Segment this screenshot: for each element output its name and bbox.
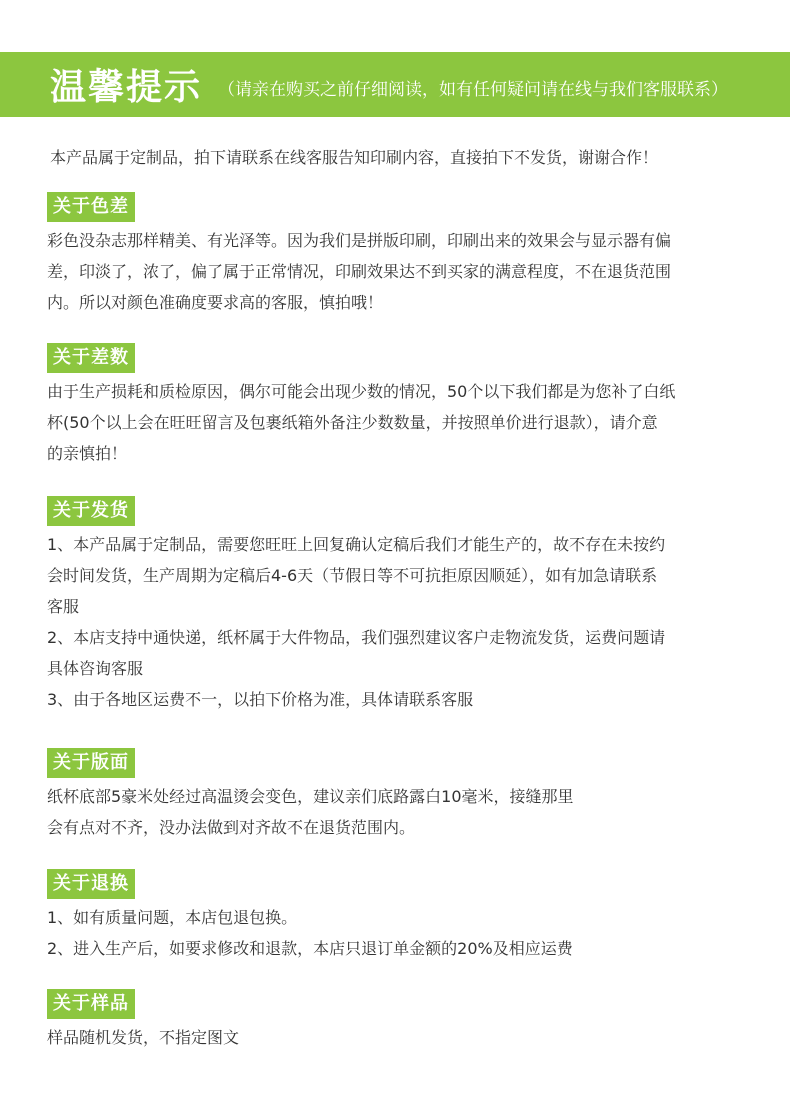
section-samples	[47, 989, 747, 1053]
body-line: 差，印淡了，浓了，偏了属于正常情况，印刷效果达不到买家的满意程度，不在退货范围	[47, 262, 672, 281]
body-line: 纸杯底部5豪米处经过高温烫会变色，建议亲们底路露白10毫米，接缝那里	[47, 787, 574, 806]
body-line: 内。所以对颜色准确度要求高的客服，慎拍哦！	[47, 293, 384, 312]
section-returns	[47, 869, 747, 964]
section-body	[47, 225, 747, 318]
body-line: 由于生产损耗和质检原因，偶尔可能会出现少数的情况，50个以下我们都是为您补了白纸	[47, 382, 676, 401]
section-body	[47, 781, 747, 843]
body-line: 客服	[47, 597, 80, 616]
body-line: 彩色没杂志那样精美、有光泽等。因为我们是拼版印刷，印刷出来的效果会与显示器有偏	[47, 231, 672, 250]
section-body	[47, 376, 747, 469]
body-line: 会有点对不齐，没办法做到对齐故不在退货范围内。	[47, 818, 416, 837]
body-line: 2、进入生产后，如要求修改和退款，本店只退订单金额的20%及相应运费	[47, 939, 573, 958]
body-line: 2、本店支持中通快递，纸杯属于大件物品，我们强烈建议客户走物流发货，运费问题请	[47, 628, 666, 647]
section-body	[47, 529, 747, 715]
section-body	[47, 902, 747, 964]
section-title: 关于差数	[47, 343, 135, 373]
body-line: 具体咨询客服	[47, 659, 144, 678]
body-line: 样品随机发货，不指定图文	[47, 1028, 240, 1047]
section-layout	[47, 748, 747, 843]
section-title: 关于退换	[47, 869, 135, 899]
banner-subtitle: （请亲在购买之前仔细阅读，如有任何疑问请在线与我们客服联系）	[218, 80, 729, 100]
intro-text: 本产品属于定制品，拍下请联系在线客服告知印刷内容，直接拍下不发货，谢谢合作！	[50, 148, 659, 167]
body-line: 1、本产品属于定制品，需要您旺旺上回复确认定稿后我们才能生产的，故不存在未按约	[47, 535, 666, 554]
notice-banner	[0, 52, 790, 117]
section-title: 关于发货	[47, 496, 135, 526]
section-title: 关于版面	[47, 748, 135, 778]
body-line: 3、由于各地区运费不一，以拍下价格为准，具体请联系客服	[47, 690, 474, 709]
section-color-difference	[47, 192, 747, 318]
section-shipping	[47, 496, 747, 715]
body-line: 杯(50个以上会在旺旺留言及包裹纸箱外备注少数数量，并按照单价进行退款），请介意	[47, 413, 658, 432]
section-title: 关于样品	[47, 989, 135, 1019]
body-line: 1、如有质量问题，本店包退包换。	[47, 908, 298, 927]
section-quantity-shortage	[47, 343, 747, 469]
body-line: 的亲慎拍！	[47, 444, 128, 463]
section-title: 关于色差	[47, 192, 135, 222]
body-line: 会时间发货，生产周期为定稿后4-6天（节假日等不可抗拒原因顺延），如有加急请联系	[47, 566, 658, 585]
banner-title: 温馨提示	[50, 67, 203, 108]
section-body	[47, 1022, 747, 1053]
